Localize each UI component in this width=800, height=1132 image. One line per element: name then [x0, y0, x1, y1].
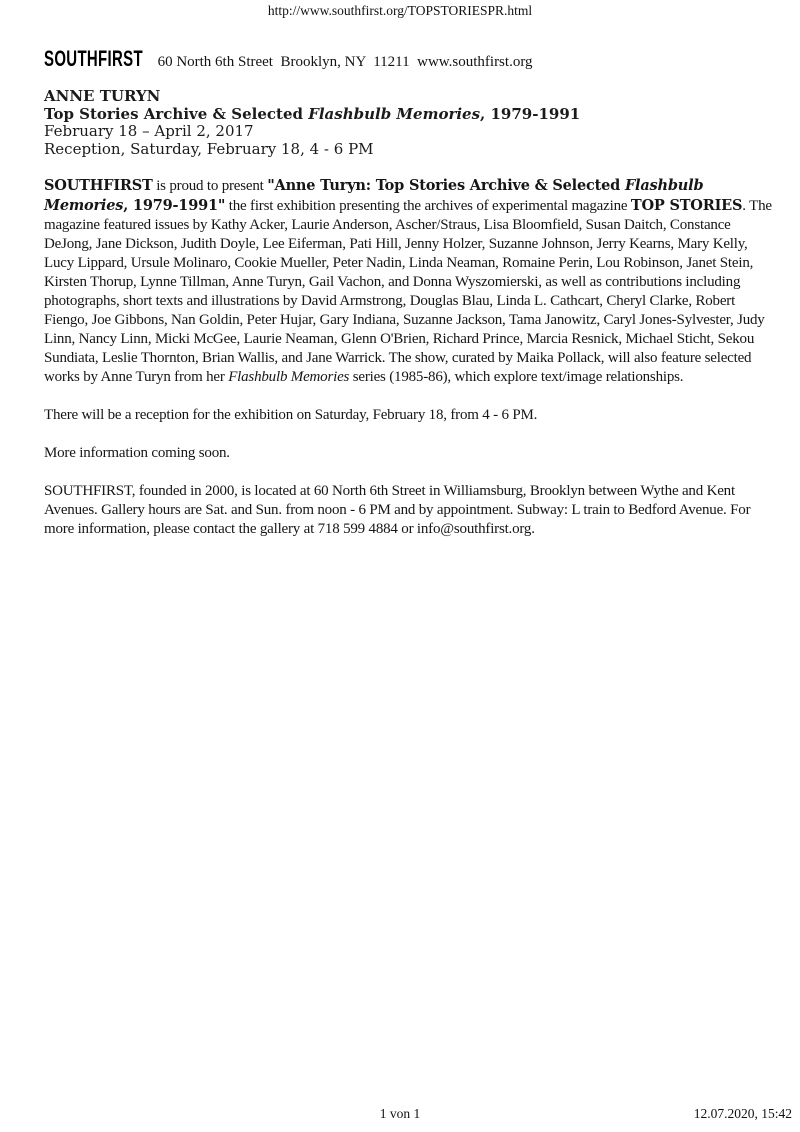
exhibition-title-block	[44, 88, 580, 158]
artist-list-text: . The magazine featured issues by Kathy Acker, Laurie Anderson, Ascher/Straus, Lisa Bloomfield, Susan Daitch, Constance DeJong, Jane Dickson, Judith Doyle, Lee Eiferman, Pati Hill, Jenny Holzer, Suzanne Johnson, Jerry Kearns, Mary Kelly, Lucy Lippard, Ursule Molinaro, Cookie Mueller, Peter Nadin, Linda Neaman, Romaine Perin, Lou Robinson, Janet Stein, Kirsten Thorup, Lynne Tillman, Anne Turyn, Gail Vachon, and Donna Wyszomierski, as well as contributions including photographs, short texts and illustrations by David Armstrong, Douglas Blau, Linda L. Cathcart, Cheryl Clarke, Robert Fiengo, Joe Gibbons, Nan Goldin, Peter Hujar, Gary Indiana, Suzanne Jackson, Tama Janowitz, Caryl Jones-Sylvester, Judy Linn, Nancy Linn, Micki McGee, Laurie Neaman, Glenn O'Brien, Richard Prince, Marcia Resnick, Michael Sticht, Sekou Sundiata, Leslie Thornton, Brian Wallis, and Jane Warrick. The show, curated by Maika Pollack, will also feature selected works by Anne Turyn from her	[44, 198, 772, 385]
gallery-address: 60 North 6th Street Brooklyn, NY 11211 www.southfirst.org	[157, 54, 533, 70]
magazine-name-bold: TOP STORIES	[630, 197, 743, 214]
series-name-italic: Flashbulb Memories	[228, 369, 350, 385]
exhibition-title	[44, 106, 580, 124]
print-header-url: http://www.southfirst.org/TOPSTORIESPR.html	[267, 3, 533, 18]
intro-text: is proud to present	[152, 178, 268, 194]
exhibition-title-series: Flashbulb Memories	[308, 104, 481, 123]
paragraph-1-closing: series (1985-86), which explore text/image relationships.	[349, 369, 684, 385]
page-number: 1 von 1	[379, 1106, 421, 1121]
exhibition-description: the first exhibition presenting the archives of experimental magazine	[225, 198, 631, 214]
print-timestamp: 12.07.2020, 15:42	[693, 1106, 792, 1121]
show-title-series-italic: Flashbulb Memories	[44, 177, 704, 214]
exhibition-dates: February 18 – April 2, 2017	[44, 122, 254, 140]
reception-info: Reception, Saturday, February 18, 4 - 6 PM	[44, 139, 374, 158]
reception-paragraph: There will be a reception for the exhibition on Saturday, February 18, from 4 - 6 PM.	[44, 407, 538, 423]
show-title-years-bold: , 1979-1991"	[123, 197, 226, 214]
press-release-paragraph-1	[44, 176, 781, 387]
exhibition-title-years: , 1979-1991	[480, 104, 581, 123]
more-info-paragraph: More information coming soon.	[44, 445, 230, 461]
gallery-name-bold: SOUTHFIRST	[44, 177, 153, 194]
press-release-body	[44, 176, 781, 558]
artist-name: ANNE TURYN	[44, 87, 161, 105]
gallery-logo: SOUTHFIRST	[44, 46, 143, 71]
show-title-bold: "Anne Turyn: Top Stories Archive & Selected	[267, 177, 625, 194]
masthead	[44, 46, 533, 72]
print-footer	[0, 1106, 800, 1126]
gallery-info-paragraph: SOUTHFIRST, founded in 2000, is located at 60 North 6th Street in Williamsburg, Brooklyn between Wythe and Kent Avenues. Gallery hours are Sat. and Sun. from noon - 6 PM and by appointment. Subway: L train to Bedford Avenue. For more information, please contact the gallery at 718 599 4884 or info@southfirst.org.	[44, 483, 751, 537]
exhibition-title-main: Top Stories Archive & Selected	[44, 104, 309, 123]
